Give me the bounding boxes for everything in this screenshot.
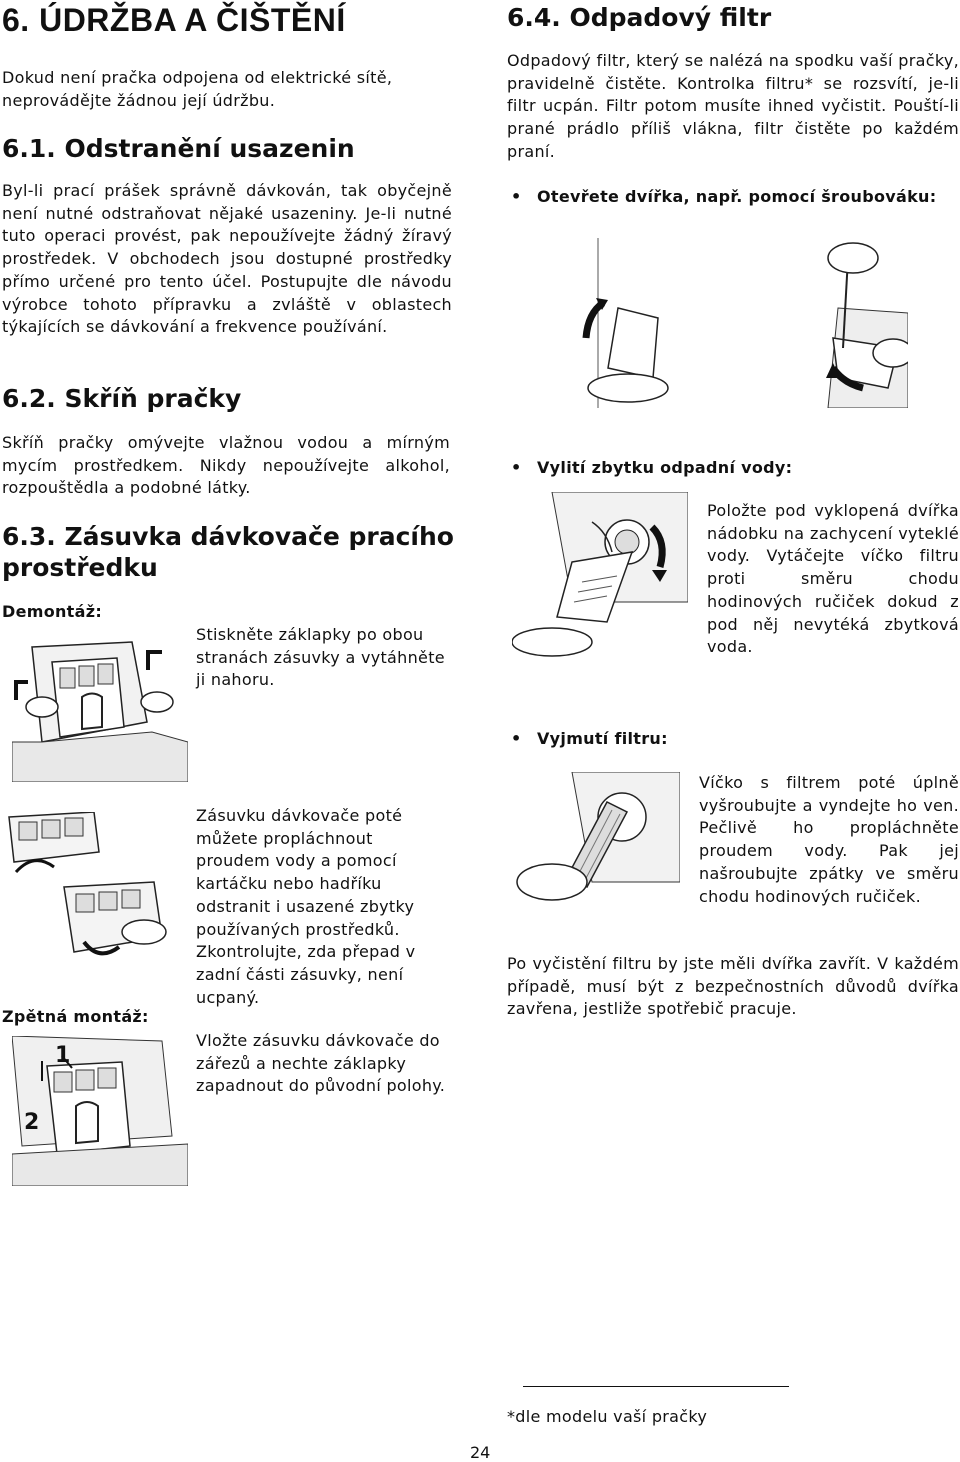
section-6-4-text: Odpadový filtr, který se nalézá na spodku vaší pračky, pravidelně čistěte. Kontrolka filtru* se rozsvítí, je-li filtr ucpán. Filtr potom musíte ihned vyčistit. Pouští-li prané prádlo příliš vlákna, filtr čistěte po každém praní. xyxy=(507,51,959,161)
bullet-remove-filter xyxy=(511,729,668,748)
bullet-open-door-label: Otevřete dvířka, např. pomocí šroubováku: xyxy=(537,187,937,206)
drain-water-text: Položte pod vyklopená dvířka nádobku na zachycení vyteklé vody. Vytáčejte víčko filtru proti směru chodu hodinových ručiček dokud z pod něj nevytéká zbytková voda. xyxy=(707,501,959,657)
demontaz-text: Stiskněte záklapky po obou stranách zásuvky a vytáhněte ji nahoru. xyxy=(196,625,445,690)
section-6-2-heading: 6.2. Skříň pračky xyxy=(2,384,242,413)
section-6-1-text: Byl-li prací prášek správně dávkován, tak obyčejně není nutné odstraňovat nějaké usazeniny. Je-li nutné tuto operaci provést, pak nepoužívejte žádný žíravý prostředek. V obchodech jsou dostupné prostředky přímo určené pro tento účel. Postupujte dle návodu výrobce tohoto přípravku a zvláště v oblastech týkajících se dávkování a frekvence používání. xyxy=(2,181,452,337)
step-number-2: 2 xyxy=(24,1110,40,1135)
drawer-cleaning-text: Zásuvku dávkovače poté můžete propláchnout proudem vody a pomocí kartáčku nebo hadříku odstranit i usazené zbytky používaných prostředků. Zkontrolujte, zda přepad v zadní části zásuvky, není ucpaný. xyxy=(196,806,416,1007)
section-6-4-heading: 6.4. Odpadový filtr xyxy=(507,3,772,32)
bullet-dot: • xyxy=(511,458,522,477)
open-filter-door-illustration xyxy=(508,238,908,408)
bullet-dot: • xyxy=(511,187,522,206)
bullet-drain-water xyxy=(511,458,792,477)
section-6-2-text: Skříň pračky omývejte vlažnou vodou a mírným mycím prostředkem. Nikdy nepoužívejte alkohol, rozpouštědla a podobné látky. xyxy=(2,433,450,498)
demontaz-label: Demontáž: xyxy=(2,602,103,621)
bullet-remove-filter-label: Vyjmutí filtru: xyxy=(537,729,668,748)
drawer-cleaning-illustration xyxy=(4,812,184,972)
bullet-dot: • xyxy=(511,729,522,748)
bullet-open-door xyxy=(511,187,936,206)
intro-text: Dokud není pračka odpojena od elektrické sítě, neprovádějte žádnou její údržbu. xyxy=(2,68,393,110)
section-6-3-heading-line2: prostředku xyxy=(2,553,158,582)
drain-water-illustration xyxy=(512,492,688,662)
bullet-drain-water-label: Vylití zbytku odpadní vody: xyxy=(537,458,793,477)
section-6-1-heading: 6.1. Odstranění usazenin xyxy=(2,134,355,163)
section-6-3-heading-line1: 6.3. Zásuvka dávkovače pracího xyxy=(2,522,454,551)
page-title: 6. ÚDRŽBA A ČIŠTĚNÍ xyxy=(2,2,346,38)
footnote: *dle modelu vaší pračky xyxy=(507,1407,708,1426)
reassembly-text: Vložte zásuvku dávkovače do zářezů a nechte záklapky zapadnout do původní polohy. xyxy=(196,1031,446,1096)
remove-filter-illustration xyxy=(512,772,680,902)
footnote-rule xyxy=(523,1386,789,1387)
page-number: 24 xyxy=(470,1443,491,1462)
step-number-1: 1 xyxy=(55,1043,71,1068)
closing-text: Po vyčistění filtru by jste měli dvířka zavřít. V každém případě, musí být z bezpečnostních důvodů dvířka zavřena, jestliže spotřebič pracuje. xyxy=(507,954,959,1019)
zpetna-montaz-label: Zpětná montáž: xyxy=(2,1007,149,1026)
remove-filter-text: Víčko s filtrem poté úplně vyšroubujte a vyndejte ho ven. Pečlivě ho propláchněte proudem vody. Pak jej našroubujte zpátky ve směru chodu hodinových ručiček. xyxy=(699,773,959,906)
drawer-removal-illustration xyxy=(12,632,188,782)
